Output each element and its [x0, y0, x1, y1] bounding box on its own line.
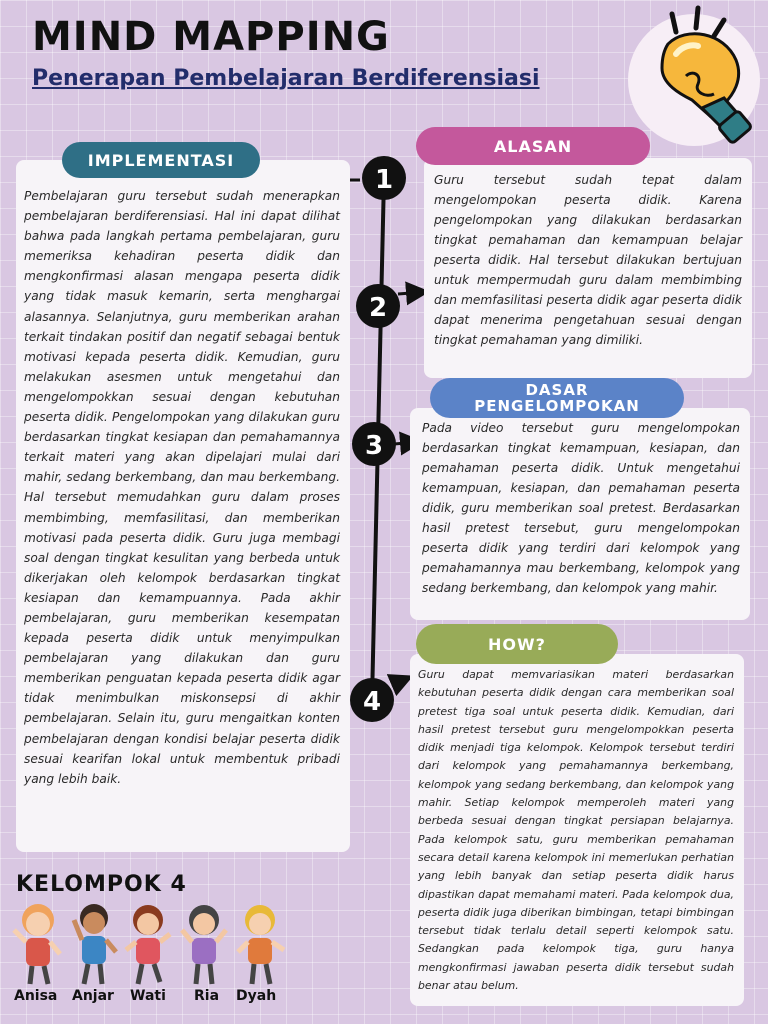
step-4-badge [350, 678, 394, 722]
implementasi-label: IMPLEMENTASI [62, 142, 260, 178]
group-label: KELOMPOK 4 [16, 872, 187, 897]
member-name: Wati [130, 988, 166, 1004]
kids-illustration [8, 890, 298, 990]
dasar-label-line1: DASAR [525, 381, 589, 399]
step-2-badge [356, 284, 400, 328]
member-name: Anjar [72, 988, 114, 1004]
dasar-label-line2: PENGELOMPOKAN [474, 397, 640, 415]
implementasi-card [16, 160, 350, 852]
step-1-label: 1 [374, 165, 394, 195]
step-3-badge [352, 422, 396, 466]
how-card [410, 654, 744, 1006]
member-name: Anisa [14, 988, 58, 1004]
how-label: HOW? [416, 624, 618, 664]
step-4-label: 4 [362, 687, 382, 717]
alasan-card [424, 158, 752, 378]
page-subtitle: Penerapan Pembelajaran Berdiferensiasi [32, 66, 540, 91]
arrow-alasan [398, 292, 424, 294]
dasar-card [410, 408, 750, 620]
dasar-label [430, 378, 684, 418]
step-1-badge [362, 156, 406, 200]
dasar-text: Pada video tersebut guru mengelompokan berdasarkan tingkat kemampuan, kesiapan, dan pemahaman peserta didik. Untuk mengetahui kemampuan, kesiapan, dan pemahaman peserta didik, guru memberikan soal pretest. Berdasarkan hasil pretest tersebut, guru mengelompokan peserta didik yang terdiri dari kelompok yang pemahamannya mau berkembang, kelompok yang sedang berkembang, dan kelompok yang mahir. [422, 421, 740, 595]
member-name: Dyah [236, 988, 277, 1004]
implementasi-text: Pembelajaran guru tersebut sudah menerapkan pembelajaran berdiferensiasi. Hal ini dapat dilihat bahwa pada langkah pertama pembelajaran, guru memeriksa kehadiran peserta didik dan mengkonfirmasi alasan mengapa peserta didik yang tidak masuk kemarin, serta menghargai alasannya. Selanjutnya, guru memberikan arahan terkait tindakan positif dan negatif sebagai bentuk motivasi kepada peserta didik. Kemudian, guru melakukan asesmen untuk mengetahui dan mengelompokkan sesuai dengan kebutuhan peserta didik. Pengelompokan yang dilakukan guru berdasarkan tingkat kesiapan dan pemahamannya terkait materi yang akan dipelajari mulai dari mahir, sedang berkembang, dan mau berkembang. Hal tersebut memudahkan guru dalam proses membimbing, memfasilitasi, dan memberikan motivasi pada peserta didik. Guru juga membagi soal dengan tingkat kesulitan yang berbeda untuk dikerjakan oleh kelompok berdasarkan tingkat kesiapan dan kemampuannya. Pada akhir pembelajaran, guru memberikan kesempatan kepada peserta didik untuk menyimpulkan pembelajaran yang dilakukan dan guru memberikan penguatan kepada peserta didik agar tidak menimbulkan miskonsepsi di akhir pembelajaran. Selain itu, guru mengaitkan konten pembelajaran dengan kondisi belajar peserta didik sesuai kearifan lokal untuk membentuk pribadi yang lebih baik. [24, 189, 340, 786]
alasan-text: Guru tersebut sudah tepat dalam mengelompokan peserta didik. Karena pengelompokan yang dilakukan berdasarkan tingkat pemahaman dan kemampuan belajar peserta didik. Hal tersebut dilakukan bertujuan untuk mempermudah guru dalam membimbing dan memfasilitasi peserta didik agar peserta didik dapat menerima pengetahuan sesuai dengan tingkat pemahaman yang dimiliki. [434, 173, 742, 347]
step-3-label: 3 [364, 431, 384, 461]
member-name: Ria [194, 988, 220, 1004]
arrow-how [394, 678, 408, 684]
page-title: MIND MAPPING [32, 14, 390, 60]
alasan-label: ALASAN [416, 127, 650, 165]
how-text: Guru dapat memvariasikan materi berdasarkan kebutuhan peserta didik dengan cara memberikan soal pretest tiga soal untuk peserta didik. Kemudian, dari hasil pretest tersebut guru mengelompokkan peserta didik menjadi tiga kelompok. Kelompok tersebut terdiri dari kelompok yang pemahamannya berkembang, kelompok yang sedang berkembang, dan kelompok yang mahir. Setiap kelompok memperoleh materi yang berbeda sesuai dengan tingkat persiapan belajarnya. Pada kelompok satu, guru memberikan pemahaman secara detail karena kelompok ini memerlukan perhatian yang lebih banyak dan setiap peserta didik harus dipastikan dapat memahami materi. Pada kelompok dua, peserta didik juga diberikan bimbingan, tetapi bimbingan tersebut tidak terlalu detail seperti kelompok satu. Sedangkan pada kelompok tiga, guru hanya mengkonfirmasi jawaban peserta didik tersebut sudah benar atau belum. [418, 668, 734, 993]
step-2-label: 2 [368, 293, 388, 323]
